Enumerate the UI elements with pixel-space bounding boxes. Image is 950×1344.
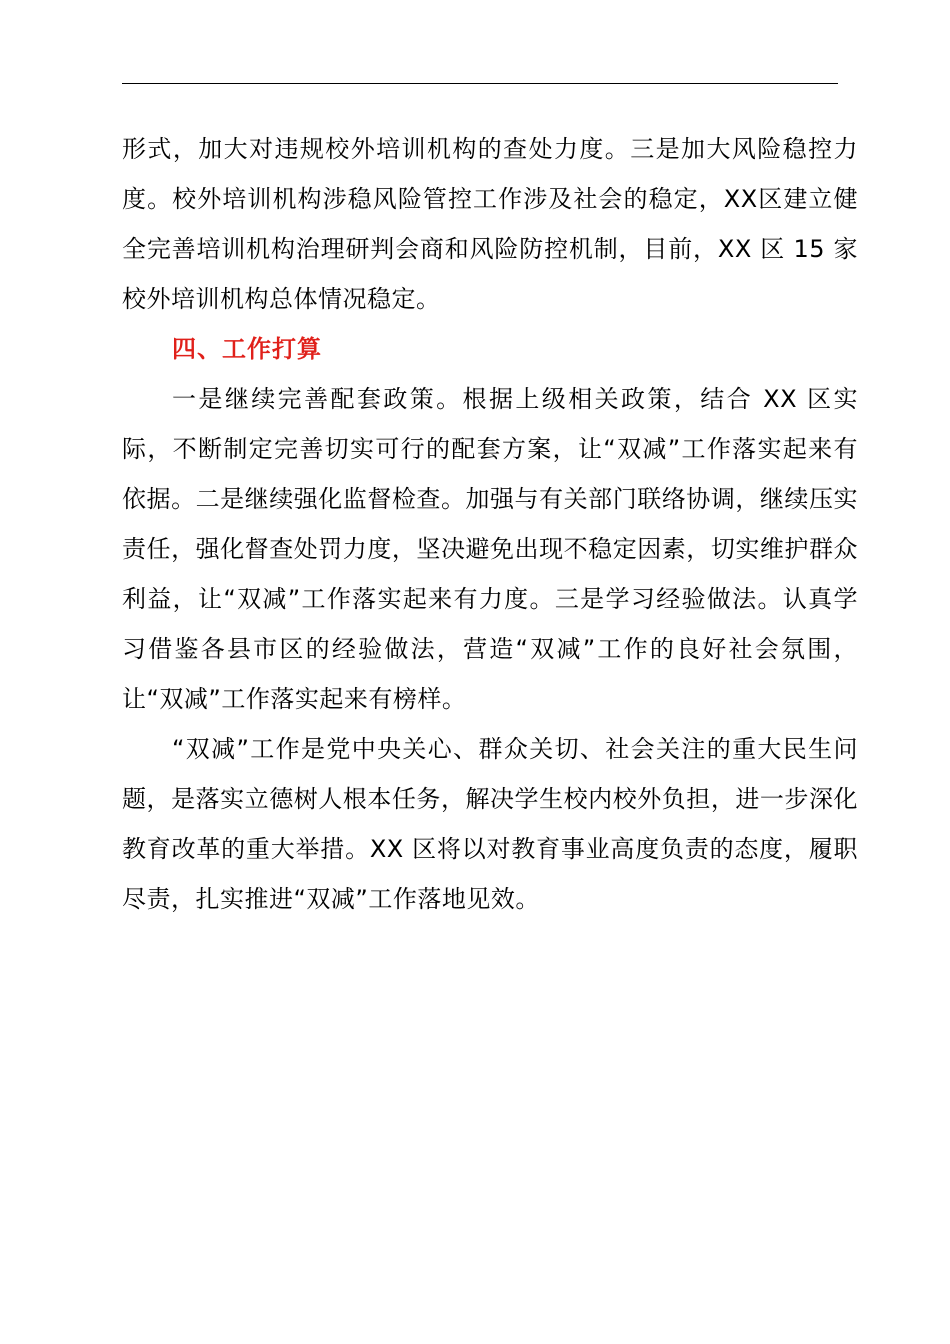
section-heading: 四、工作打算 [172, 335, 322, 363]
header-rule [122, 83, 838, 84]
paragraph-conclusion: “双减”工作是党中央关心、群众关切、社会关注的重大民生问题，是落实立德树人根本任务，解决学生校内校外负担，进一步深化教育改革的重大举措。XX 区将以对教育事业高度负责的态度，履职尽责，扎实推进“双减”工作落地见效。 [122, 735, 858, 913]
paragraph-continued: 形式，加大对违规校外培训机构的查处力度。三是加大风险稳控力度。校外培训机构涉稳风险管控工作涉及社会的稳定，XX区建立健全完善培训机构治理研判会商和风险防控机制，目前，XX 区 15 家校外培训机构总体情况稳定。 [122, 135, 858, 313]
paragraph-plans: 一是继续完善配套政策。根据上级相关政策，结合 XX 区实际，不断制定完善切实可行的配套方案，让“双减”工作落实起来有依据。二是继续强化监督检查。加强与有关部门联络协调，继续压实责任，强化督查处罚力度，坚决避免出现不稳定因素，切实维护群众利益，让“双减”工作落实起来有力度。三是学习经验做法。认真学习借鉴各县市区的经验做法，营造“双减”工作的良好社会氛围，让“双减”工作落实起来有榜样。 [122, 385, 858, 713]
document-body [122, 124, 858, 924]
